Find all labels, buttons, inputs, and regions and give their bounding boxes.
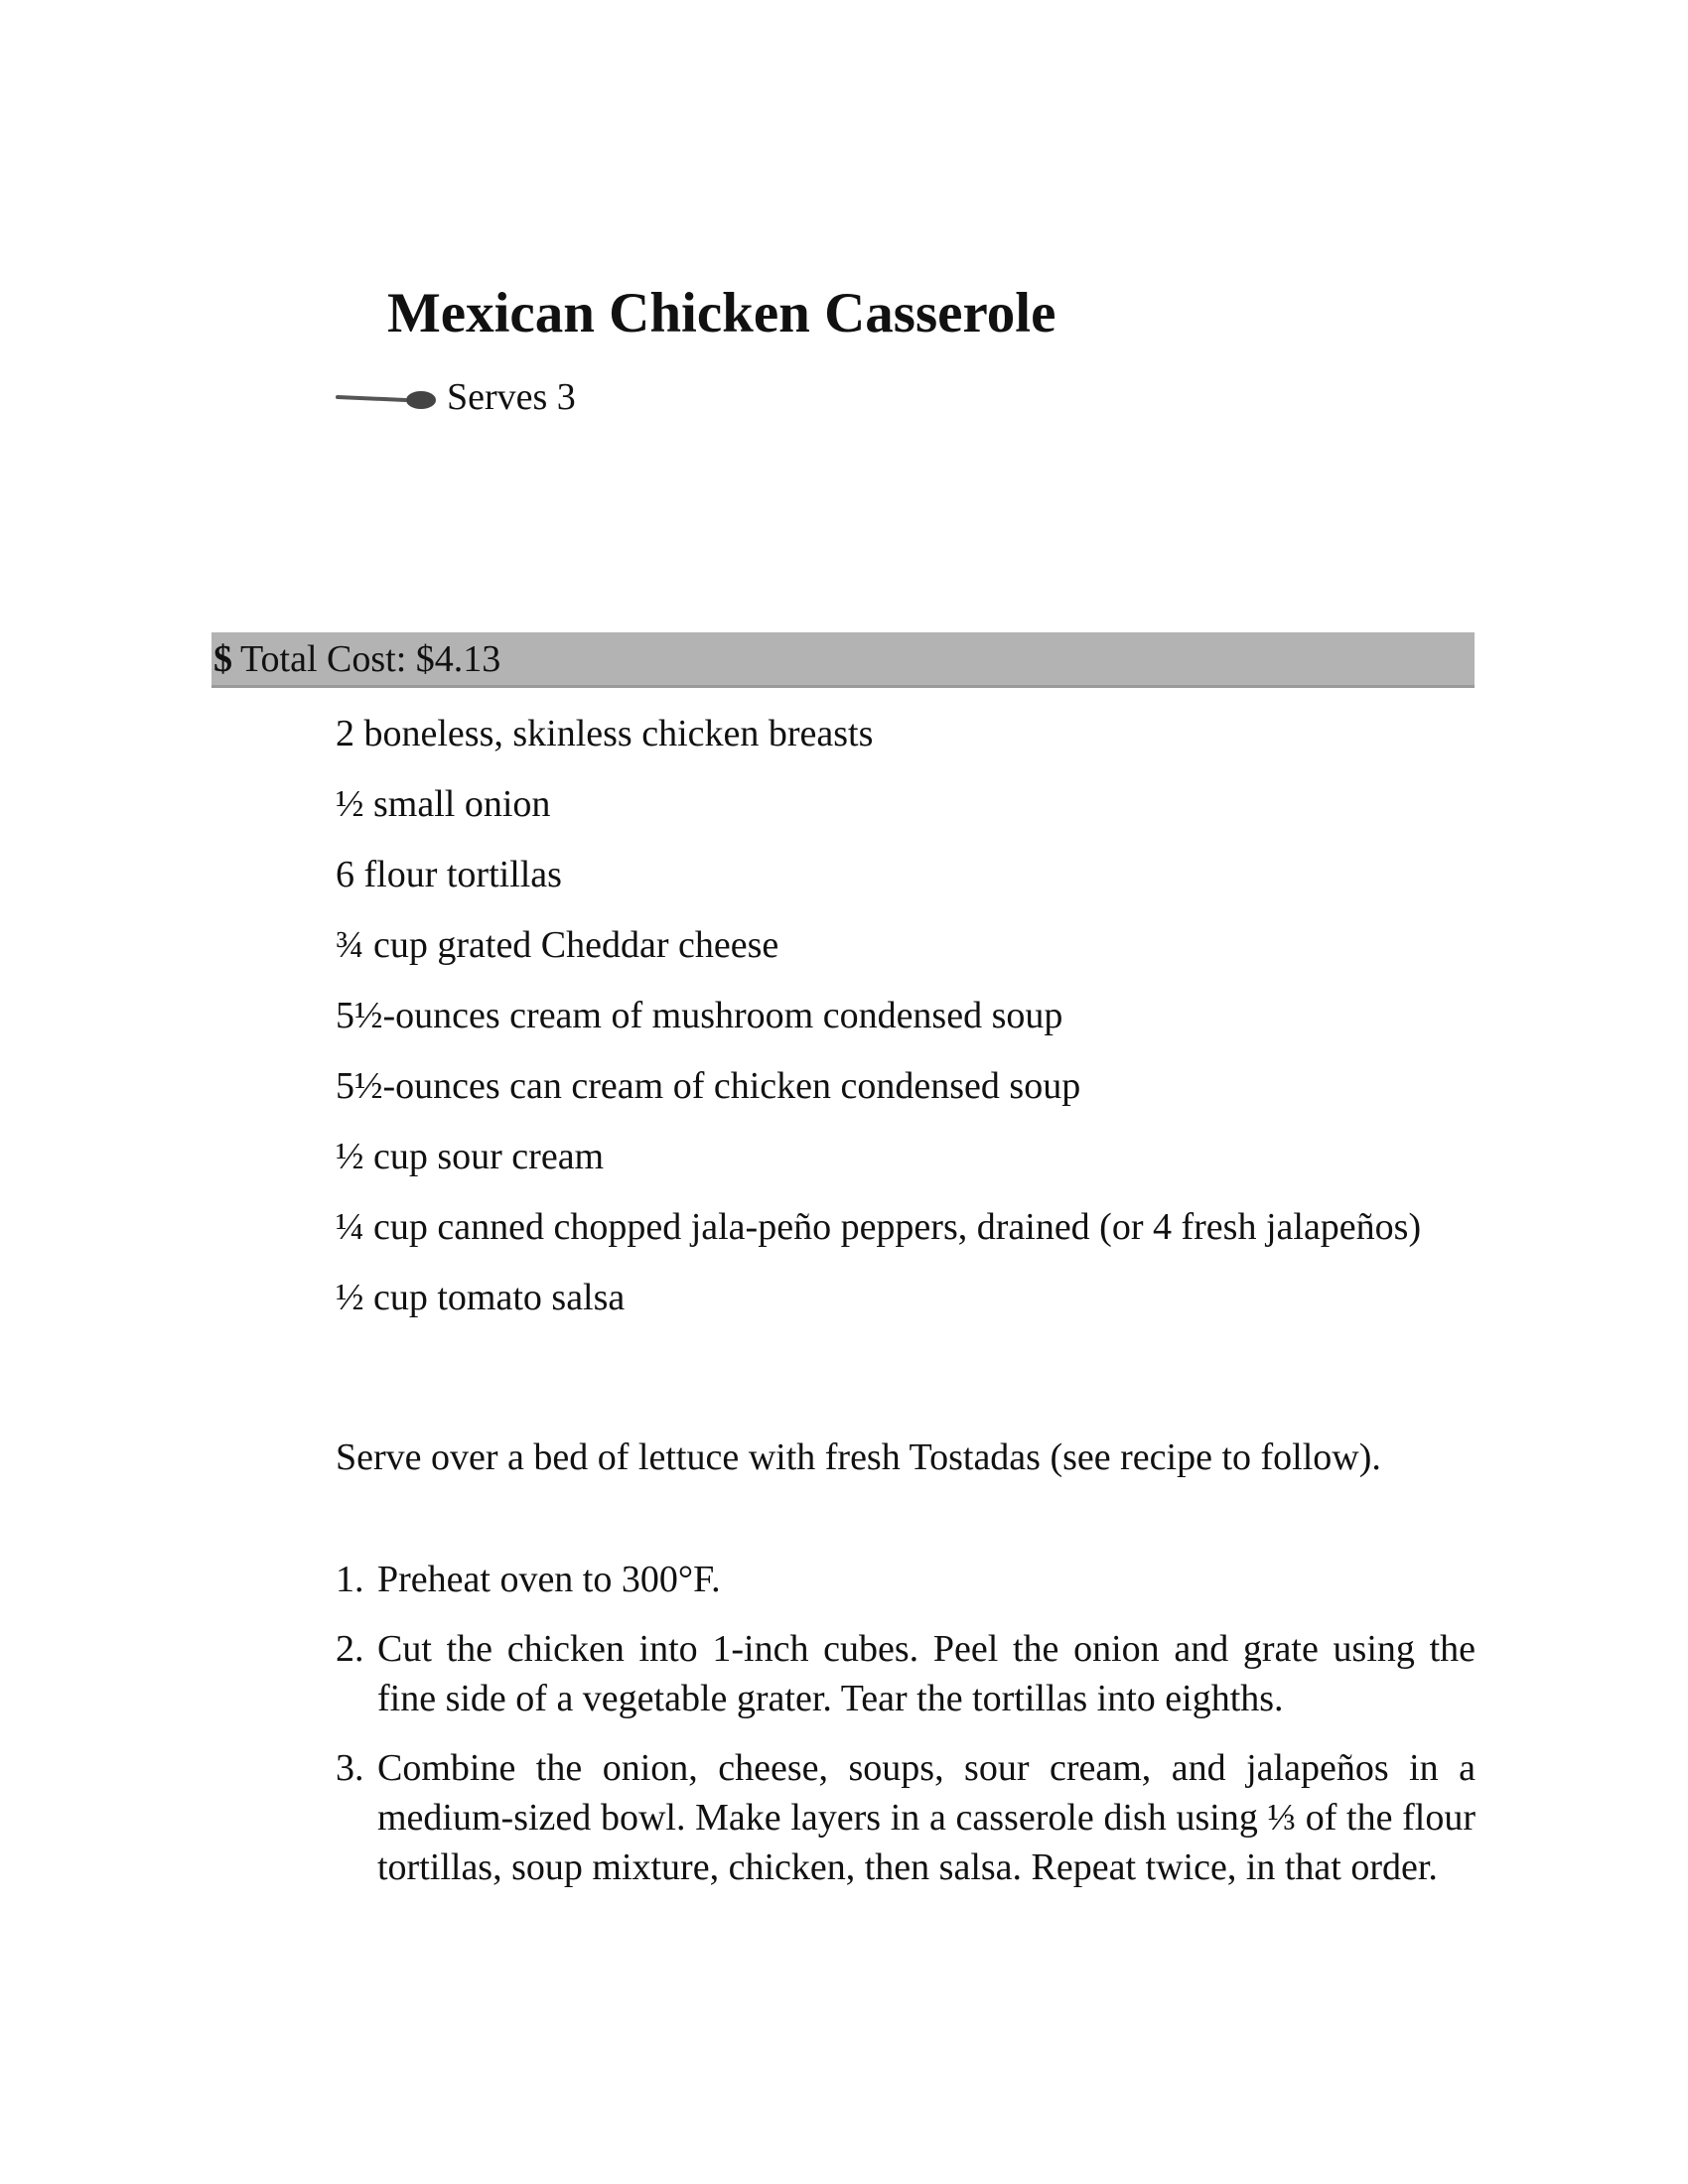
ingredient-item: ½ cup sour cream [336, 1136, 605, 1177]
total-cost-label: Total Cost: $4.13 [240, 637, 501, 680]
serves-text: Serves 3 [447, 376, 576, 418]
step-number: 1. [336, 1559, 364, 1600]
ingredient-item: ½ small onion [336, 783, 551, 825]
ingredient-list [336, 709, 1476, 1343]
dollar-icon: $ [213, 637, 232, 680]
recipe-title: Mexican Chicken Casserole [387, 282, 1056, 344]
ingredient-item: ¾ cup grated Cheddar cheese [336, 924, 779, 966]
total-cost-bar [211, 632, 1475, 688]
serves-line [336, 375, 576, 421]
step-item [336, 1555, 1476, 1604]
step-item [336, 1624, 1476, 1723]
step-text: Cut the chicken into 1-inch cubes. Peel the onion and grate using the fine side of a vegetable grater. Tear the tortillas into eighths. [377, 1628, 1476, 1719]
step-number: 2. [336, 1628, 364, 1670]
step-list [336, 1555, 1476, 1912]
step-text: Combine the onion, cheese, soups, sour cream, and jalapeños in a medium-sized bowl. Make layers in a casserole dish using ⅓ of the flour tortillas, soup mixture, chicken, then salsa. Repeat twice, in that order. [377, 1747, 1476, 1888]
step-text: Preheat oven to 300°F. [377, 1559, 721, 1600]
ingredient-item: 2 boneless, skinless chicken breasts [336, 713, 874, 754]
step-number: 3. [336, 1747, 364, 1789]
spoon-icon [336, 383, 437, 413]
ingredient-item: 6 flour tortillas [336, 854, 562, 895]
ingredient-item: ½ cup tomato salsa [336, 1277, 626, 1318]
ingredient-item: 5½-ounces cream of mushroom condensed soup [336, 995, 1063, 1036]
step-item [336, 1743, 1476, 1892]
serving-note: Serve over a bed of lettuce with fresh Tostadas (see recipe to follow). [336, 1436, 1381, 1478]
ingredient-item: ¼ cup canned chopped jala-peño peppers, drained (or 4 fresh jalapeños) [336, 1206, 1422, 1248]
ingredient-item: 5½-ounces can cream of chicken condensed soup [336, 1065, 1081, 1107]
